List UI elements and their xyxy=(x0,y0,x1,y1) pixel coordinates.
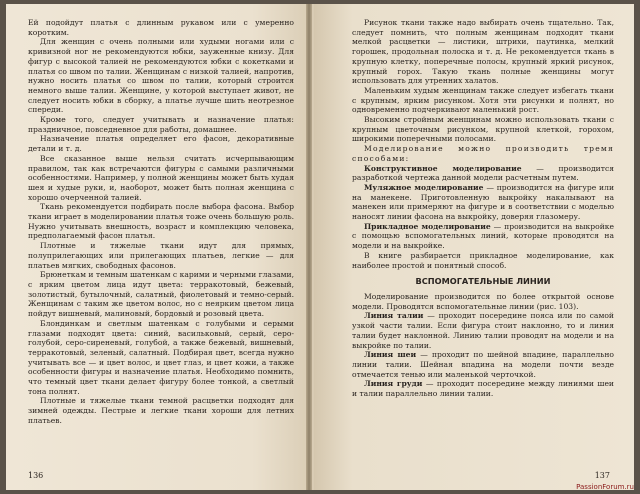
right-page xyxy=(314,4,634,490)
paragraph: В книге разбирается прикладное моделирование, как наиболее простой и понятный способ. xyxy=(352,250,614,270)
paragraph: Рисунок ткани также надо выбирать очень тщательно. Так, следует помнить, что полным женщинам подходят ткани мелкой расцветки — листики, штрихи, паутинка, мелкий горошек, продольная полоска и т. д. Не рекомендуется ткань в крупную клетку, поперечные полосы, крупный яркий рисунок, крупный горох. Такую ткань полные женщины могут использовать для утренних халатов. xyxy=(352,18,614,86)
book-spread xyxy=(6,4,634,490)
term: Конструктивное моделирование xyxy=(364,163,522,173)
term: Линия груди xyxy=(364,379,423,389)
paragraph: Ей подойдут платья с длинным рукавом или с умеренно коротким. xyxy=(28,18,294,37)
method-item: Прикладное моделирование — производится на выкройке с помощью вспомогательных линий, которые проводятся на модели и на выкройке. xyxy=(352,221,614,251)
right-text-column xyxy=(352,18,614,399)
term: Линия шеи xyxy=(364,350,417,360)
term: Прикладное моделирование xyxy=(364,221,491,231)
term: Линия талии xyxy=(364,311,424,321)
paragraph: Плотные и тяжелые ткани темной расцветки подходят для зимней одежды. Пестрые и легкие ткани хороши для летних платьев. xyxy=(28,396,294,425)
line-item: Линия талии — проходит посередине пояса или по самой узкой части талии. Если фигура стоит наклонно, то и линия талии будет наклонной. Линию талии проводят на модели и на выкройке по талии. xyxy=(352,311,614,350)
page-number: 136 xyxy=(28,471,44,480)
term: Муляжное моделирование xyxy=(364,182,484,192)
book-gutter xyxy=(306,4,312,490)
paragraph: Назначение платья определяет его фасон, декоративные детали и т. д. xyxy=(28,134,294,154)
left-text-column xyxy=(28,18,294,426)
watermark: PassionForum.ru xyxy=(576,483,634,491)
paragraph: Маленьким худым женщинам также следует избегать ткани с крупным, ярким рисунком. Хотя эти рисунки и полнят, но одновременно подчеркивают маленький рост. xyxy=(352,85,614,115)
modeling-lead: Моделирование можно производить тремя способами: xyxy=(352,144,614,163)
line-item: Линия груди — проходит посередине между линиями шеи и талии параллельно линии талии. xyxy=(352,379,614,399)
method-item: Конструктивное моделирование — производится разработкой чертежа данной модели расчетным путем. xyxy=(352,163,614,183)
line-item: Линия шеи — проходит по шейной впадине, параллельно линии талии. Шейная впадина на модели почти везде отмечается тенью или маленькой черточкой. xyxy=(352,350,614,379)
paragraph: Все сказанное выше нельзя считать исчерпывающим правилом, так как встречаются фигуры с самыми различными особенностями. Например, у полной женщины может быть худая шея и худые руки, и, наоборот, может быть полная женщина с хорошо очерченной талией. xyxy=(28,153,294,202)
paragraph: Кроме того, следует учитывать и назначение платья: праздничное, повседневное для работы, домашнее. xyxy=(28,115,294,134)
section-heading: ВСПОМОГАТЕЛЬНЫЕ ЛИНИИ xyxy=(415,276,551,287)
page-number: 137 xyxy=(594,471,610,480)
paragraph: Моделирование производится по более открытой основе модели. Проводятся вспомогательные линии (рис. 103). xyxy=(352,291,614,311)
left-page xyxy=(6,4,314,490)
paragraph: Для женщин с очень полными или худыми ногами или с кривизной ног не рекомендуются юбки, зауженные книзу. Для фигур с высокой талией не рекомендуются юбки с кокетками и платья со швом по талии. Женщинам с низкой талией, напротив, нужно носить платья со швом по талии, который строится немного выше талии. Женщине, у которой выступает живот, не следует носить юбки в сборку, а платье лучше шить неотрезное спереди. xyxy=(28,37,294,115)
paragraph: Брюнеткам и темным шатенкам с карими и черными глазами, с ярким цветом лица идут цвета: терракотовый, бежевый, золотистый, бутылочный, салатный, фиолетовый и темно-серый. Женщинам с таким же цветом волос, но с неярким цветом лица пойдут вишневый, малиновый, бордовый и розовый цвета. xyxy=(28,270,294,319)
paragraph: Высоким стройным женщинам можно использовать ткани с крупным цветочным рисунком, крупной клеткой, горохом, широкими поперечными полосами. xyxy=(352,115,614,144)
paragraph: Ткань рекомендуется подбирать после выбора фасона. Выбор ткани играет в моделировании платья тоже очень большую роль. Нужно учитывать внешность, возраст и комплекцию человека, предполагаемый фасон платья. xyxy=(28,202,294,241)
method-item: Муляжное моделирование — производится на фигуре или на манекене. Приготовленную выкройку накалывают на манекен или примеряют на фигуре и в соответствии с моделью наносят линии фасона на выкройку, доверяя глазомеру. xyxy=(352,182,615,222)
paragraph: Блондинкам и светлым шатенкам с голубыми и серыми глазами подходят цвета: синий, васильковый, серый, серо-голубой, серо-сиреневый, голубой, а также бежевый, вишневый, терракотовый, зеленый, салатный. Подбирая цвет, всегда нужно учитывать все — и цвет волос, и цвет глаз, и цвет кожи, а также особенности фигуры и назначение платья. Необходимо помнить, что темный цвет ткани делает фигуру более тонкой, а светлый тона полнят. xyxy=(28,318,294,396)
paragraph: Плотные и тяжелые ткани идут для прямых, полуприлегающих или прилегающих платьев, легкие — для платьев мягких, свободных фасонов. xyxy=(28,241,294,270)
